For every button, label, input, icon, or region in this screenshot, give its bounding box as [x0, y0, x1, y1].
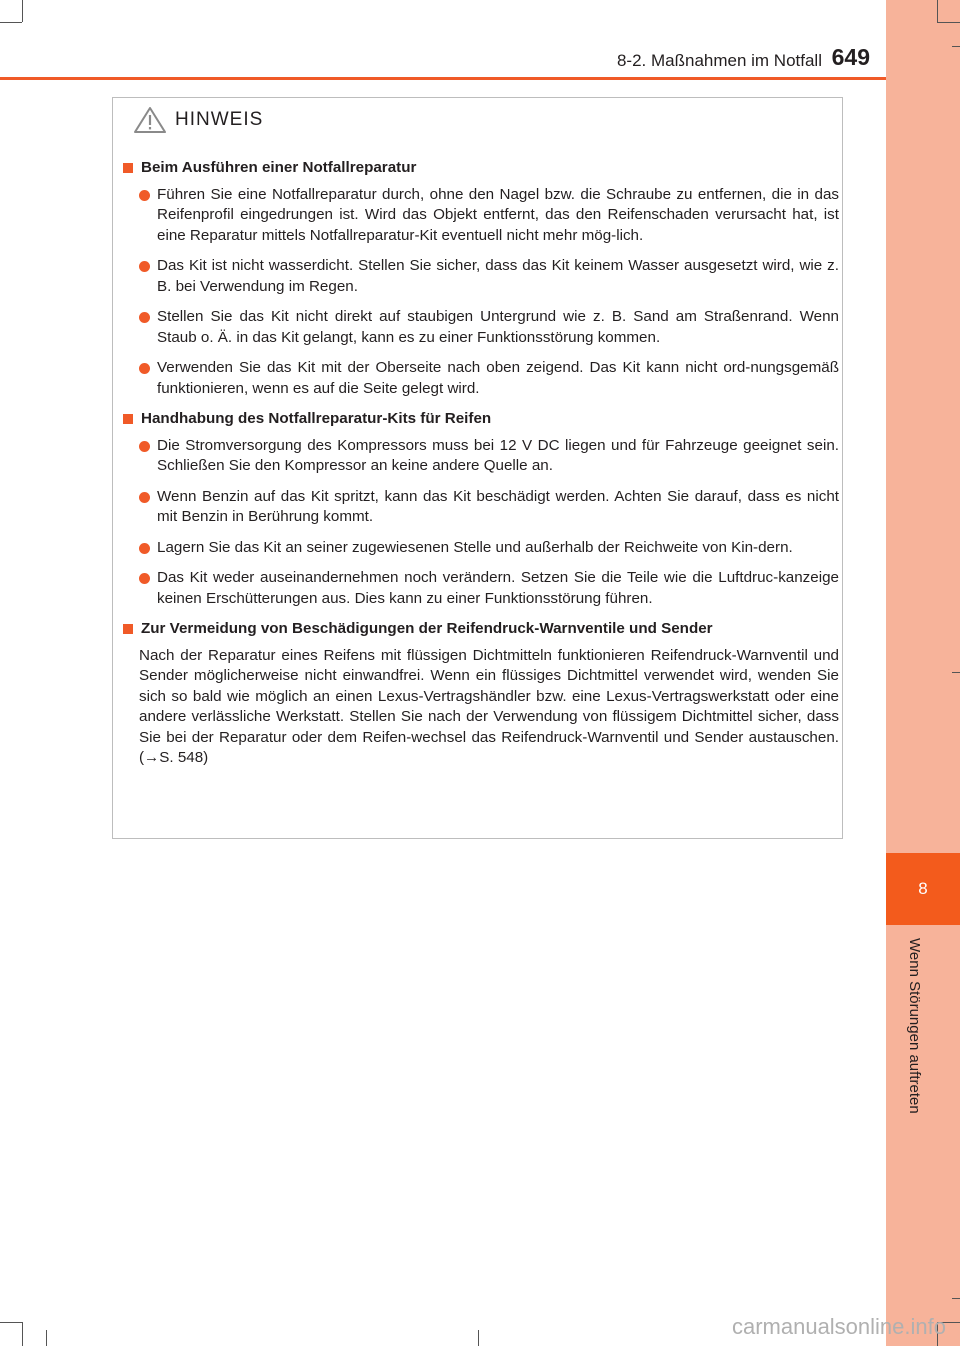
header-rule — [0, 77, 886, 80]
square-bullet-icon — [123, 163, 133, 173]
list-item — [139, 256, 839, 297]
section-heading — [123, 158, 839, 179]
warning-triangle-icon — [133, 106, 167, 134]
round-bullet-icon — [139, 363, 150, 374]
page-number: 649 — [831, 44, 870, 70]
section-heading-text: Zur Vermeidung von Beschädigungen der Reifendruck-Warnventile und Sender — [141, 620, 713, 637]
list-item — [139, 568, 839, 609]
round-bullet-icon — [139, 190, 150, 201]
square-bullet-icon — [123, 624, 133, 634]
list-item — [139, 538, 839, 559]
section-paragraph: Nach der Reparatur eines Reifens mit flüssigen Dichtmitteln funktionieren Reifendruck-Warnventil und Sender möglicherweise nicht einwandfrei. Wenn ein flüssiges Dichtmittel verwendet wird, wenden Sie sich so bald wie möglich an einen Lexus-Vertragshändler bzw. eine Lexus-Vertragswerkstatt oder eine andere verlässliche Werkstatt. Stellen Sie nach der Verwendung von flüssigem Dichtmittel sicher, dass Sie bei der Reparatur oder dem Reifen-wechsel das Reifendruck-Warnventil und Sender austauschen. (→S. 548) — [139, 646, 839, 766]
list-item-text: Verwenden Sie das Kit mit der Oberseite nach oben zeigend. Das Kit kann nicht ord-nungsgemäß funktionieren, wenn es auf die Seite gelegt wird. — [157, 359, 839, 397]
crop-mark — [0, 1322, 22, 1323]
chapter-number-tab — [886, 853, 960, 925]
list-item — [139, 358, 839, 399]
crop-mark — [937, 22, 960, 23]
crop-mark — [0, 22, 22, 23]
crop-mark — [952, 672, 960, 673]
section-title: 8-2. Maßnahmen im Notfall — [616, 51, 822, 70]
crop-mark — [22, 0, 23, 22]
round-bullet-icon — [139, 573, 150, 584]
crop-mark — [952, 46, 960, 47]
list-item — [139, 436, 839, 477]
watermark: carmanualsonline.info — [731, 1314, 946, 1339]
list-item-text: Führen Sie eine Notfallreparatur durch, ohne den Nagel bzw. die Schraube zu entfernen, die in das Reifenprofil eingedrungen ist. Wird das Objekt entfernt, das den Reifenschaden verursacht hat, ist eine Reparatur mittels Notfallreparatur-Kit eventuell nicht mehr mög-lich. — [157, 185, 839, 244]
list-item — [139, 185, 839, 247]
crop-mark — [937, 0, 938, 22]
list-item-text: Lagern Sie das Kit an seiner zugewiesenen Stelle und außerhalb der Reichweite von Kin-dern. — [157, 538, 793, 556]
square-bullet-icon — [123, 414, 133, 424]
crop-mark — [22, 1322, 23, 1346]
section-heading — [123, 619, 839, 640]
list-item-text: Das Kit ist nicht wasserdicht. Stellen Sie sicher, dass das Kit keinem Wasser ausgesetzt wird, wie z. B. bei Verwendung im Regen. — [157, 257, 839, 295]
section-heading — [123, 409, 839, 430]
section-heading-text: Beim Ausführen einer Notfallreparatur — [141, 159, 417, 176]
list-item-text: Die Stromversorgung des Kompressors muss bei 12 V DC liegen und für Fahrzeuge geeignet sein. Schließen Sie den Kompressor an keine andere Quelle an. — [157, 436, 839, 474]
list-item-text: Stellen Sie das Kit nicht direkt auf staubigen Untergrund wie z. B. Sand am Straßenrand. Wenn Staub o. Ä. in das Kit gelangt, kann es zu einer Funktionsstörung kommen. — [157, 308, 839, 346]
notice-content — [123, 158, 839, 769]
chapter-number: 8 — [918, 879, 928, 898]
list-item — [139, 307, 839, 348]
crop-mark — [478, 1330, 479, 1346]
notice-title — [133, 106, 263, 134]
round-bullet-icon — [139, 492, 150, 503]
round-bullet-icon — [139, 441, 150, 452]
chapter-side-strip — [886, 0, 960, 1346]
notice-title-text: HINWEIS — [175, 109, 264, 130]
crop-mark — [952, 1298, 960, 1299]
list-item — [139, 487, 839, 528]
round-bullet-icon — [139, 543, 150, 554]
crop-mark — [46, 1330, 47, 1346]
notice-box — [112, 97, 843, 839]
section-heading-text: Handhabung des Notfallreparatur-Kits für Reifen — [141, 410, 492, 427]
round-bullet-icon — [139, 312, 150, 323]
list-item-text: Das Kit weder auseinandernehmen noch verändern. Setzen Sie die Teile wie die Luftdruc-kanzeige keinen Erschütterungen aus. Dies kann zu einer Funktionsstörung führen. — [157, 569, 839, 607]
chapter-title: Wenn Störungen auftreten — [906, 938, 923, 1114]
list-item-text: Wenn Benzin auf das Kit spritzt, kann das Kit beschädigt werden. Achten Sie darauf, dass es nicht mit Benzin in Berührung kommt. — [157, 487, 839, 525]
round-bullet-icon — [139, 261, 150, 272]
